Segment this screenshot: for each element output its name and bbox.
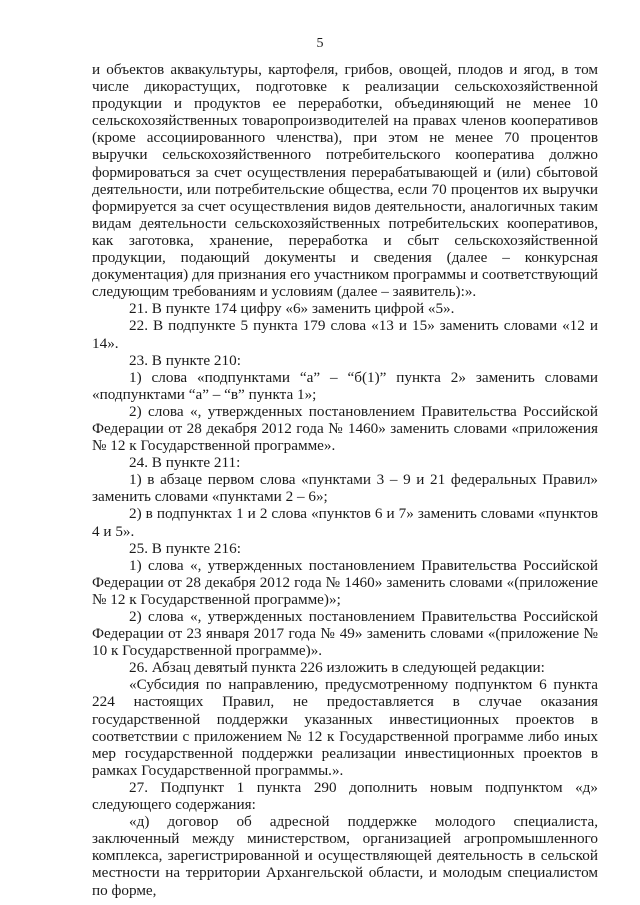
paragraph: 23. В пункте 210: <box>129 351 241 369</box>
paragraph: 1) слова «, утвержденных постановлением Правительства Российской Федерации от 28 декабря 2012 года № 1460» заменить словами «(приложение № 12 к Государственной программе)»; <box>92 556 598 608</box>
paragraph: 24. В пункте 211: <box>129 454 241 472</box>
paragraph: «Субсидия по направлению, предусмотренному подпунктом 6 пункта 224 настоящих Правил, не предоставляется в случае оказания государственной поддержки указанных инвестиционных проектов в соответствии с приложением № 12 к Государственной программе либо иных мер государственной поддержки реализации инвестиционных проектов в рамках Государственной программы.». <box>92 676 598 779</box>
paragraph: 1) в абзаце первом слова «пунктами 3 – 9 и 21 федеральных Правил» заменить словами «пунктами 2 – 6»; <box>92 471 598 506</box>
paragraph: 2) в подпунктах 1 и 2 слова «пунктов 6 и 7» заменить словами «пунктов 4 и 5». <box>92 505 598 540</box>
paragraph: 25. В пункте 216: <box>129 539 241 557</box>
paragraph: 2) слова «, утвержденных постановлением Правительства Российской Федерации от 28 декабря 2012 года № 1460» заменить словами «приложения № 12 к Государственной программе». <box>92 402 598 455</box>
paragraph: 27. Подпункт 1 пункта 290 дополнить новым подпунктом «д» следующего содержания: <box>92 778 598 814</box>
paragraph: 1) слова «подпунктами “а” – “б(1)” пункта 2» заменить словами «подпунктами “а” – “в” пункта 1»; <box>92 368 598 403</box>
paragraph: «д) договор об адресной поддержке молодого специалиста, заключенный между министерством, организацией агропромышленного комплекса, зарегистрированной и осуществляющей деятельность в сельской местности на территории Архангельской области, и молодым специалистом по форме, <box>92 813 598 899</box>
paragraph: 21. В пункте 174 цифру «6» заменить цифрой «5». <box>129 300 455 318</box>
paragraph: и объектов аквакультуры, картофеля, грибов, овощей, плодов и ягод, в том числе дикорастущих, подготовке к реализации сельскохозяйственной продукции и продуктов ее переработки, объединяющий не менее 10 сельскохозяйственных товаропроизводителей на правах членов кооперативов (кроме ассоциированного членства), при этом не менее 70 процентов выручки сельскохозяйственного потребительского кооператива должно формироваться за счет осуществления перерабатывающей и (или) сбытовой деятельности, или потребительские общества, если 70 процентов их выручки формируется за счет осуществления видов деятельности, аналогичных таким видам деятельности сельскохозяйственных потребительских кооперативов, как заготовка, хранение, переработка и сбыт сельскохозяйственной продукции, подающий документы и сведения (далее – конкурсная документация) для признания его участником программы и соответствующий следующим требованиям и условиям (далее – заявитель):». <box>92 61 598 301</box>
paragraph: 2) слова «, утвержденных постановлением Правительства Российской Федерации от 23 января 2017 года № 49» заменить словами «(приложение № 10 к Государственной программе)». <box>92 608 598 660</box>
document-body <box>92 61 598 899</box>
paragraph: 26. Абзац девятый пункта 226 изложить в следующей редакции: <box>129 659 545 677</box>
page-number: 5 <box>316 36 324 51</box>
paragraph: 22. В подпункте 5 пункта 179 слова «13 и 15» заменить словами «12 и 14». <box>92 317 598 352</box>
